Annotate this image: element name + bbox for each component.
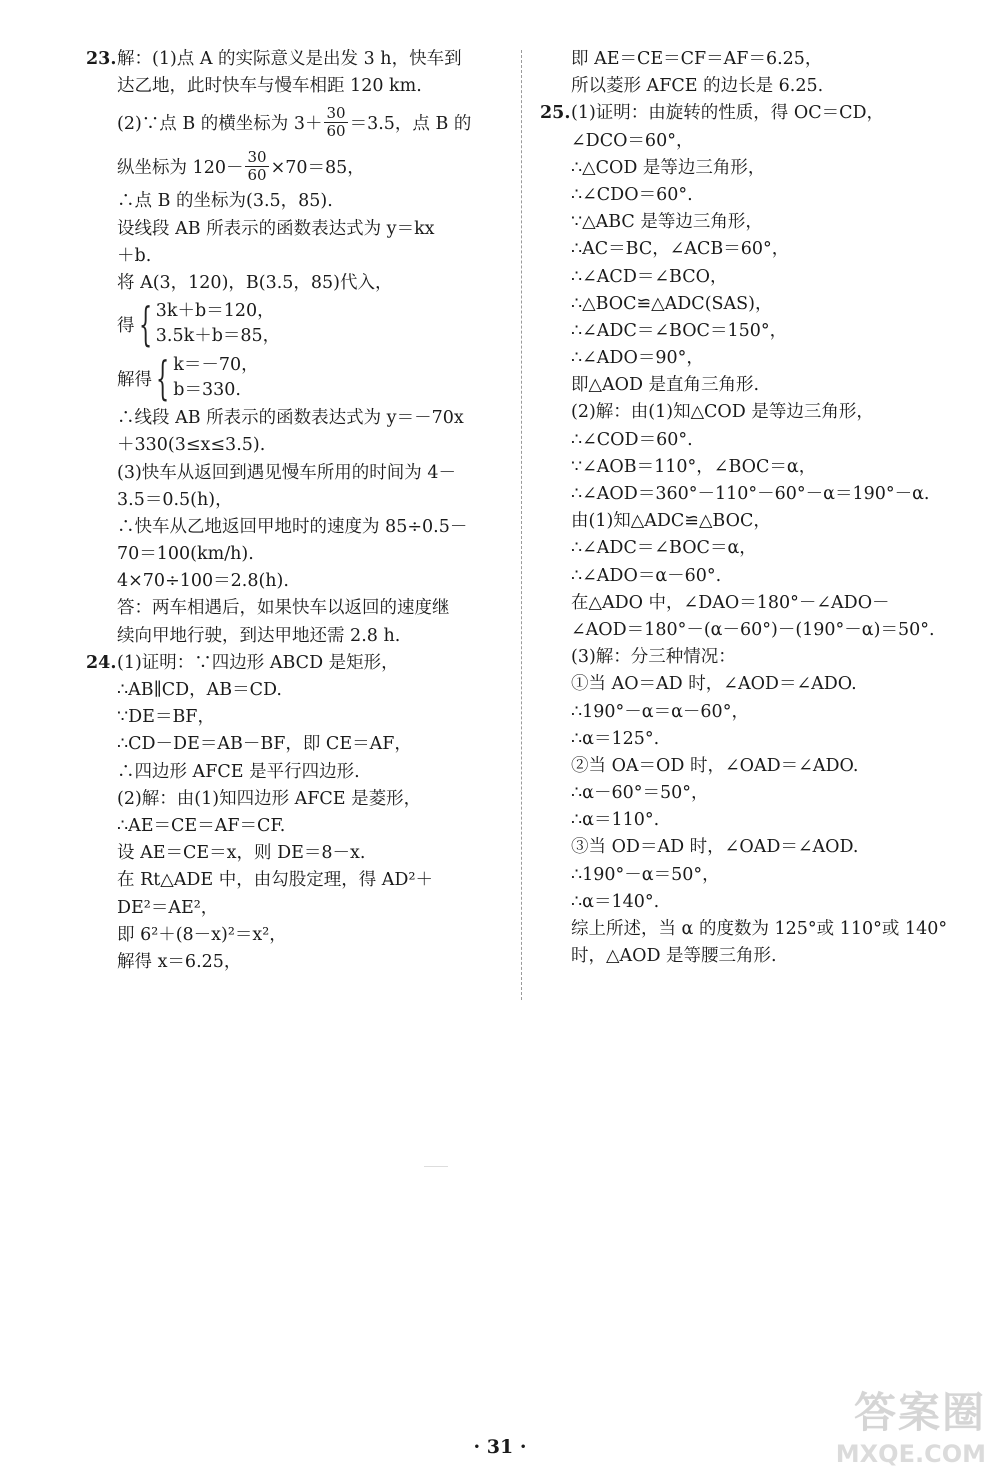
q25-line: ∴△BOC≌△ADC(SAS)， bbox=[571, 293, 773, 314]
q23-line: ∴快车从乙地返回甲地时的速度为 85÷0.5－ bbox=[117, 516, 468, 537]
q23-line: 将 A(3，120)，B(3.5，85)代入， bbox=[117, 272, 393, 293]
q24-line: ∴CD－DE＝AB－BF，即 CE＝AF， bbox=[117, 734, 412, 755]
q25-line: ③当 OD＝AD 时，∠OAD＝∠AOD. bbox=[571, 837, 859, 858]
q24-line: 所以菱形 AFCE 的边长是 6.25. bbox=[571, 76, 824, 97]
q25-line: 时，△AOD 是等腰三角形. bbox=[571, 946, 777, 967]
q25-line: ∴△COD 是等边三角形， bbox=[571, 157, 766, 178]
q24-line: ∴四边形 AFCE 是平行四边形. bbox=[117, 761, 360, 782]
q23-line: 23.解：(1)点 A 的实际意义是出发 3 h，快车到 bbox=[86, 46, 506, 73]
fraction: $\frac{30}{60}$ bbox=[326, 103, 346, 140]
left-brace: { bbox=[156, 351, 170, 406]
q24-number: 24. bbox=[86, 652, 117, 673]
q23-line: ∴点 B 的坐标为(3.5，85). bbox=[117, 191, 333, 212]
q25-line: ∠DCO＝60°， bbox=[571, 130, 694, 151]
q23-line: (3)快车从返回到遇见慢车所用的时间为 4－ bbox=[117, 462, 456, 483]
page-number: · 31 · bbox=[473, 1436, 527, 1458]
q23-line: 4×70÷100＝2.8(h). bbox=[117, 571, 289, 592]
scan-mark bbox=[424, 1166, 448, 1167]
q23-line: ∴线段 AB 所表示的函数表达式为 y＝－70x bbox=[117, 408, 464, 429]
q23-number: 23. bbox=[86, 49, 117, 69]
q25-line: 25.(1)证明：由旋转的性质，得 OC＝CD， bbox=[540, 100, 965, 127]
q24-line: 在 Rt△ADE 中，由勾股定理，得 AD²＋ bbox=[117, 870, 433, 891]
q25-line: (3)解：分三种情况： bbox=[571, 647, 736, 668]
q23-line: 3.5＝0.5(h)， bbox=[117, 489, 233, 510]
equation-system: 得 { 3k＋b＝120， 3.5k＋b＝85， bbox=[117, 297, 281, 352]
watermark bbox=[786, 1388, 986, 1472]
q25-line: ②当 OA＝OD 时，∠OAD＝∠ADO. bbox=[571, 755, 859, 776]
q25-line: ∴∠ADC＝∠BOC＝150°， bbox=[571, 320, 788, 341]
q25-line: ①当 AO＝AD 时，∠AOD＝∠ADO. bbox=[571, 674, 857, 695]
q25-line: ∴∠AOD＝360°－110°－60°－α＝190°－α. bbox=[571, 484, 930, 504]
q25-line: ∴AC＝BC，∠ACB＝60°， bbox=[571, 239, 790, 260]
q24-line: DE²＝AE²， bbox=[117, 897, 219, 918]
q24-line: 设 AE＝CE＝x，则 DE＝8－x. bbox=[117, 843, 366, 864]
q25-line: 在△ADO 中，∠DAO＝180°－∠ADO－ bbox=[571, 592, 890, 613]
q23-line: ＋330(3≤x≤3.5). bbox=[117, 435, 266, 456]
right-column bbox=[540, 46, 965, 970]
q23-line: 70＝100(km/h). bbox=[117, 544, 254, 565]
q23-line: 续向甲地行驶，到达甲地还需 2.8 h. bbox=[117, 625, 401, 646]
q25-line: ∴∠ACD＝∠BCO， bbox=[571, 266, 728, 287]
q25-line: 由(1)知△ADC≌△BOC， bbox=[571, 511, 771, 532]
q25-line: ∴∠CDO＝60°. bbox=[571, 184, 693, 205]
q24-line: (2)解：由(1)知四边形 AFCE 是菱形， bbox=[117, 788, 422, 809]
q24-line: 解得 x＝6.25， bbox=[117, 951, 242, 972]
watermark-url: MXQE.COM bbox=[835, 1440, 986, 1468]
q23-line: 设线段 AB 所表示的函数表达式为 y＝kx bbox=[117, 218, 435, 239]
q25-line: ∵△ABC 是等边三角形， bbox=[571, 212, 763, 233]
q24-line: ∴AB∥CD，AB＝CD. bbox=[117, 680, 282, 700]
left-column bbox=[86, 46, 506, 976]
q25-line: ∴∠COD＝60°. bbox=[571, 429, 693, 450]
fraction: $\frac{30}{60}$ bbox=[247, 147, 267, 184]
q25-line: ∴190°－α＝α－60°， bbox=[571, 701, 749, 722]
q23-line: 答：两车相遇后，如果快车以返回的速度继 bbox=[117, 598, 450, 619]
q25-number: 25. bbox=[540, 103, 571, 124]
q25-line: ∴∠ADO＝90°， bbox=[571, 348, 704, 369]
equation-system: 解得 { k＝－70， b＝330. bbox=[117, 351, 259, 406]
q25-line: 综上所述，当 α 的度数为 125°或 110°或 140° bbox=[571, 919, 948, 939]
q25-line: ∴α＝140°. bbox=[571, 891, 660, 912]
q24-line: 即 6²＋(8－x)²＝x²， bbox=[117, 924, 287, 945]
q23-line: ＋b. bbox=[117, 245, 152, 266]
q24-line: 24.(1)证明：∵四边形 ABCD 是矩形， bbox=[86, 650, 506, 677]
q23-line: 纵坐标为 120－ $\frac{30}{60}$ ×70＝85， bbox=[117, 147, 365, 184]
q25-line: ∴∠ADO＝α－60°. bbox=[571, 565, 722, 586]
q25-line: ∴α＝125°. bbox=[571, 728, 660, 749]
q25-line: (2)解：由(1)知△COD 是等边三角形， bbox=[571, 402, 874, 423]
q25-line: ∵∠AOB＝110°，∠BOC＝α， bbox=[571, 456, 817, 477]
q25-line: ∠AOD＝180°－(α－60°)－(190°－α)＝50°. bbox=[571, 619, 935, 640]
q25-line: 即△AOD 是直角三角形. bbox=[571, 375, 760, 396]
q25-line: ∴∠ADC＝∠BOC＝α， bbox=[571, 538, 757, 559]
q25-line: ∴α－60°＝50°， bbox=[571, 783, 709, 804]
q23-line: 达乙地，此时快车与慢车相距 120 km. bbox=[117, 76, 422, 97]
q25-line: ∴α＝110°. bbox=[571, 810, 660, 831]
q25-line: ∴190°－α＝50°， bbox=[571, 864, 720, 885]
left-brace: { bbox=[138, 297, 152, 352]
q23-line: (2)∵点 B 的横坐标为 3＋ $\frac{30}{60}$ ＝3.5，点 B 的 bbox=[117, 103, 472, 140]
q24-line: ∵DE＝BF， bbox=[117, 707, 215, 728]
watermark-logo: 答案圈 bbox=[853, 1388, 986, 1437]
q24-line: ∴AE＝CE＝AF＝CF. bbox=[117, 815, 286, 836]
q24-line: 即 AE＝CE＝CF＝AF＝6.25， bbox=[571, 49, 823, 69]
column-divider bbox=[521, 50, 522, 1000]
